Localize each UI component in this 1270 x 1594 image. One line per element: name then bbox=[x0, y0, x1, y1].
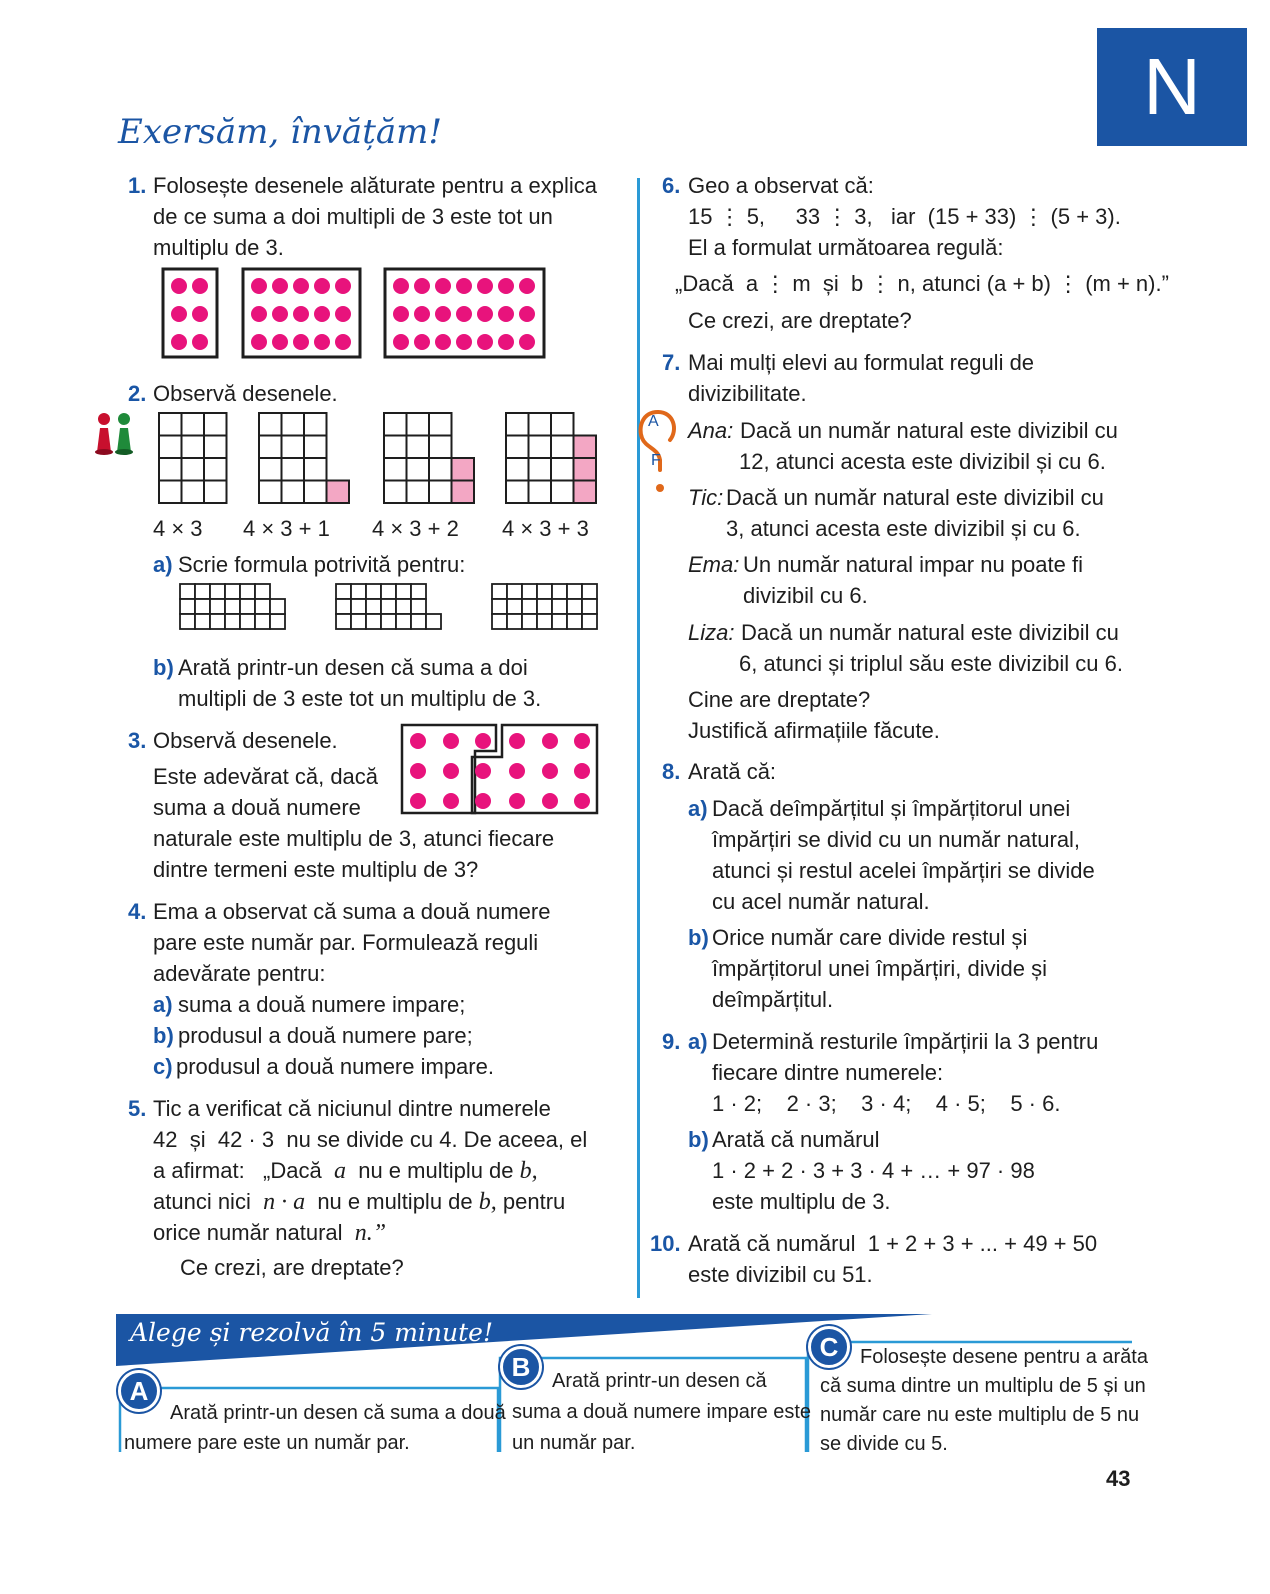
ex5-var-a: a bbox=[333, 1158, 346, 1184]
quick-a-line-1: Arată printr-un desen că suma a două bbox=[170, 1402, 506, 1424]
ex4-b-label: b) bbox=[153, 1023, 174, 1048]
ex8-a-label: a) bbox=[688, 796, 708, 821]
ex10-number: 10. bbox=[650, 1231, 681, 1256]
ex2-label-2: 4 × 3 + 1 bbox=[243, 516, 330, 541]
quick-b-line-1: Arată printr-un desen că bbox=[552, 1370, 767, 1392]
ex5-var-b2: b, bbox=[478, 1189, 497, 1215]
ex5-for: pentru bbox=[502, 1189, 566, 1214]
ex1-line-2: de ce suma a doi multipli de 3 este tot un bbox=[153, 204, 553, 229]
ex7-line-2: divizibilitate. bbox=[688, 381, 807, 406]
true-label: A bbox=[648, 413, 659, 430]
ex2-label-1: 4 × 3 bbox=[153, 516, 203, 541]
ex10-line-2: este divizibil cu 51. bbox=[688, 1262, 873, 1287]
ex7-tic-name: Tic: bbox=[688, 485, 724, 510]
ex7-number: 7. bbox=[662, 350, 681, 375]
ex8-b-line-2: împărțitorul unei împărțiri, divide și bbox=[712, 956, 1048, 981]
ex8-b-line-3: deîmpărțitul. bbox=[712, 987, 834, 1012]
ex5-var-n: n.” bbox=[354, 1220, 387, 1246]
page-number: 43 bbox=[1106, 1466, 1131, 1491]
quick-b-badge: B bbox=[500, 1346, 542, 1388]
ex8-b-label: b) bbox=[688, 925, 709, 950]
ex8-a-line-3: atunci și restul acelei împărțiri se divide bbox=[712, 858, 1095, 883]
ex8-a-line-4: cu acel număr natural. bbox=[712, 889, 930, 914]
ex4-line-1: Ema a observat că suma a două numere bbox=[153, 899, 551, 924]
ex4-line-2: pare este număr par. Formulează reguli bbox=[153, 930, 539, 955]
ex5-not-multiple: nu e multiplu de bbox=[358, 1158, 514, 1183]
ex2-a-label: a) bbox=[153, 552, 173, 577]
quick-section-title: Alege și rezolvă în 5 minute! bbox=[130, 1318, 493, 1347]
ex5-number: 5. bbox=[128, 1096, 147, 1121]
ex7-liza-line-2: 6, atunci și triplul său este divizibil cu 6. bbox=[739, 651, 1123, 676]
ex8-title: Arată că: bbox=[688, 759, 777, 784]
ex7-ana-line-1: Dacă un număr natural este divizibil cu bbox=[740, 418, 1118, 443]
section-heading: Exersăm, învățăm! bbox=[118, 112, 443, 152]
ex5-var-b: b, bbox=[519, 1158, 538, 1184]
ex8-number: 8. bbox=[662, 759, 681, 784]
ex3-line-1: Observă desenele. bbox=[153, 728, 338, 753]
ex8-b-line-1: Orice număr care divide restul și bbox=[712, 925, 1028, 950]
ex6-rule: „Dacă a ⋮ m și b ⋮ n, atunci (a + b) ⋮ (m + n).” bbox=[675, 271, 1169, 296]
ex3-line-5: dintre termeni este multiplu de 3? bbox=[153, 857, 479, 882]
ex5-line-1: Tic a verificat că niciunul dintre numerele bbox=[153, 1096, 551, 1121]
false-label: F bbox=[651, 452, 661, 469]
ex9-a-products: 1 · 2; 2 · 3; 3 · 4; 4 · 5; 5 · 6. bbox=[712, 1091, 1061, 1116]
quick-b-line-2: suma a două numere impare este bbox=[512, 1401, 812, 1423]
ex9-number: 9. bbox=[662, 1029, 681, 1054]
ex4-c-label: c) bbox=[153, 1054, 173, 1079]
ex7-ema-line-2: divizibil cu 6. bbox=[743, 583, 868, 608]
ex6-line-3: El a formulat următoarea regulă: bbox=[688, 235, 1004, 260]
ex5-line-2-rest: nu se divide cu 4. De aceea, el bbox=[286, 1127, 588, 1152]
ex7-tic-line-1: Dacă un număr natural este divizibil cu bbox=[726, 485, 1104, 510]
quick-b-line-3: un număr par. bbox=[512, 1432, 636, 1454]
ex7-question-2: Justifică afirmațiile făcute. bbox=[688, 718, 940, 743]
ex10-line-1: Arată că numărul 1 + 2 + 3 + ... + 49 + 50 bbox=[688, 1231, 1098, 1256]
ex7-question-1: Cine are dreptate? bbox=[688, 687, 871, 712]
ex9-a-line-1: Determină resturile împărțirii la 3 pentru bbox=[712, 1029, 1099, 1054]
ex5-and: și bbox=[189, 1127, 206, 1152]
ex2-label-3: 4 × 3 + 2 bbox=[372, 516, 459, 541]
ex9-a-label: a) bbox=[688, 1029, 708, 1054]
ex3-number: 3. bbox=[128, 728, 147, 753]
ex7-ana-name: Ana: bbox=[688, 418, 734, 443]
ex4-c-text: produsul a două numere impare. bbox=[176, 1054, 494, 1079]
ex3-line-2: Este adevărat că, dacă bbox=[153, 764, 379, 789]
ex2-a-text: Scrie formula potrivită pentru: bbox=[178, 552, 466, 577]
quick-c-line-4: se divide cu 5. bbox=[820, 1433, 948, 1455]
quick-a-line-2: numere pare este un număr par. bbox=[124, 1432, 410, 1454]
ex2-b-line-2: multipli de 3 este tot un multiplu de 3. bbox=[178, 686, 542, 711]
ex5-claimed: a afirmat: bbox=[153, 1158, 245, 1183]
ex7-liza-name: Liza: bbox=[688, 620, 735, 645]
ex8-a-line-1: Dacă deîmpărțitul și împărțitorul unei bbox=[712, 796, 1071, 821]
ex2-b-label: b) bbox=[153, 655, 174, 680]
ex2-title: Observă desenele. bbox=[153, 381, 338, 406]
ex2-label-4: 4 × 3 + 3 bbox=[502, 516, 589, 541]
ex4-line-3: adevărate pentru: bbox=[153, 961, 326, 986]
chapter-badge: N bbox=[1097, 28, 1247, 146]
ex7-ema-line-1: Un număr natural impar nu poate fi bbox=[743, 552, 1083, 577]
ex6-question: Ce crezi, are dreptate? bbox=[688, 308, 912, 333]
ex1-number: 1. bbox=[128, 173, 147, 198]
quick-c-line-1: Folosește desene pentru a arăta bbox=[860, 1346, 1148, 1368]
ex7-line-1: Mai mulți elevi au formulat reguli de bbox=[688, 350, 1035, 375]
ex7-liza-line-1: Dacă un număr natural este divizibil cu bbox=[741, 620, 1119, 645]
ex9-b-label: b) bbox=[688, 1127, 709, 1152]
ex6-line-1: Geo a observat că: bbox=[688, 173, 874, 198]
ex7-ema-name: Ema: bbox=[688, 552, 740, 577]
ex6-number: 6. bbox=[662, 173, 681, 198]
quick-a-badge: A bbox=[118, 1370, 160, 1412]
ex4-a-label: a) bbox=[153, 992, 173, 1017]
ex5-num-42x3: 42 · 3 bbox=[217, 1127, 275, 1152]
ex3-line-4: naturale este multiplu de 3, atunci fiecare bbox=[153, 826, 555, 851]
quick-c-line-3: număr care nu este multiplu de 5 nu bbox=[820, 1404, 1140, 1426]
ex7-tic-line-2: 3, atunci acesta este divizibil și cu 6. bbox=[726, 516, 1081, 541]
ex8-a-line-2: împărțiri se divid cu un număr natural, bbox=[712, 827, 1081, 852]
quick-c-line-2: că suma dintre un multiplu de 5 și un bbox=[820, 1375, 1146, 1397]
ex3-line-3: suma a două numere bbox=[153, 795, 361, 820]
ex1-line-3: multiplu de 3. bbox=[153, 235, 284, 260]
ex2-b-line-1: Arată printr-un desen că suma a doi bbox=[178, 655, 528, 680]
ex5-num-42: 42 bbox=[153, 1127, 178, 1152]
ex9-b-line-3: este multiplu de 3. bbox=[712, 1189, 891, 1214]
ex5-not-multiple-2: nu e multiplu de bbox=[317, 1189, 473, 1214]
ex6-line-2: 15 ⋮ 5, 33 ⋮ 3, iar (15 + 33) ⋮ (5 + 3). bbox=[688, 204, 1121, 229]
ex9-b-line-1: Arată că numărul bbox=[712, 1127, 880, 1152]
ex5-if: „Dacă bbox=[263, 1158, 322, 1183]
quick-c-badge: C bbox=[808, 1326, 850, 1368]
ex7-ana-line-2: 12, atunci acesta este divizibil și cu 6. bbox=[739, 449, 1106, 474]
ex9-a-line-2: fiecare dintre numerele: bbox=[712, 1060, 944, 1085]
ex5-any-natural: orice număr natural bbox=[153, 1220, 343, 1245]
ex2-number: 2. bbox=[128, 381, 147, 406]
ex4-number: 4. bbox=[128, 899, 147, 924]
ex5-question: Ce crezi, are dreptate? bbox=[180, 1255, 404, 1280]
ex5-var-na: n · a bbox=[263, 1189, 306, 1215]
ex4-a-text: suma a două numere impare; bbox=[178, 992, 466, 1017]
ex5-then: atunci nici bbox=[153, 1189, 251, 1214]
ex9-b-sum: 1 · 2 + 2 · 3 + 3 · 4 + … + 97 · 98 bbox=[712, 1158, 1035, 1183]
ex4-b-text: produsul a două numere pare; bbox=[178, 1023, 473, 1048]
ex1-line-1: Folosește desenele alăturate pentru a explica bbox=[153, 173, 597, 198]
